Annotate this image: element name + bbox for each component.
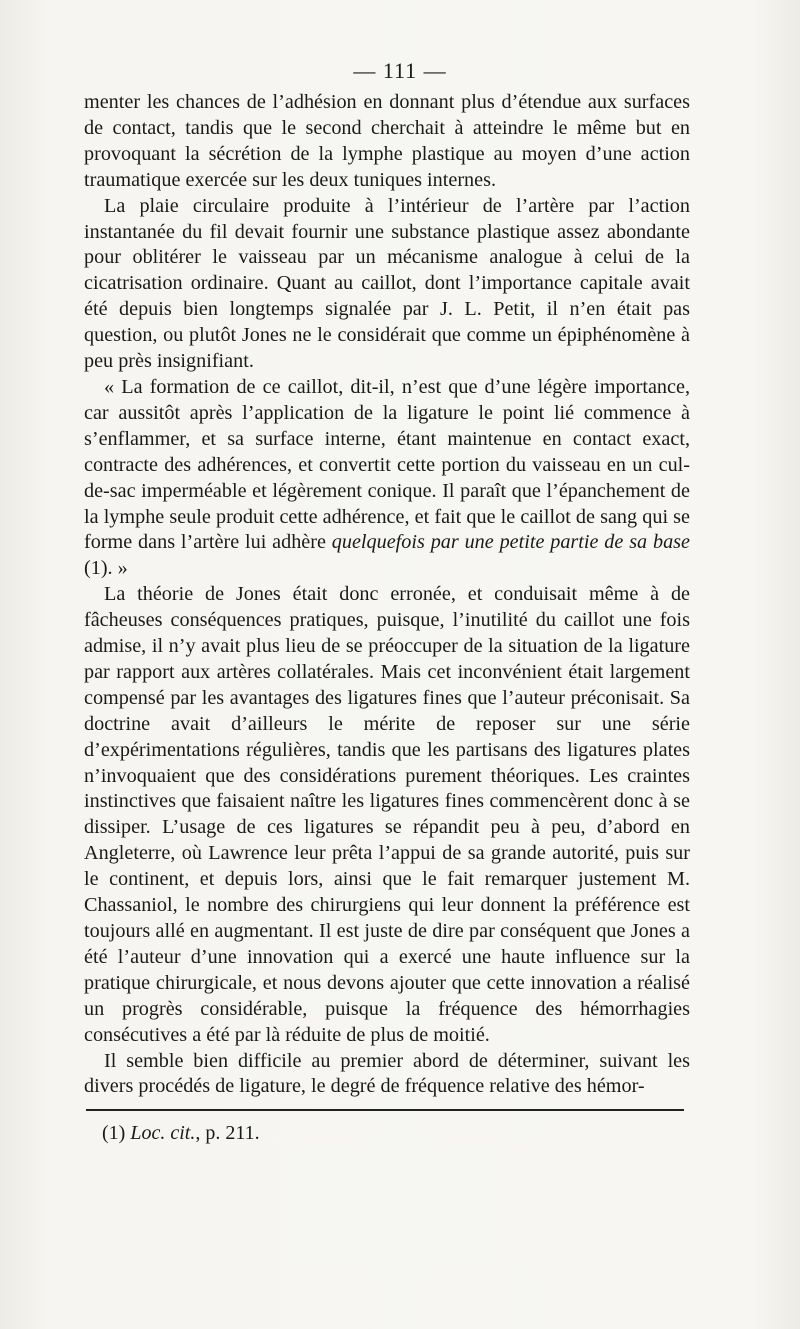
- paragraph: Il semble bien difficile au premier abord de déterminer, suivant les divers procédés de ligature, le degré de fréquence relative des hémor-: [84, 1049, 690, 1098]
- paragraph: La plaie circulaire produite à l’intérieur de l’artère par l’action instantanée du fil devait fournir une substance plastique assez abondante pour oblitérer le vaisseau par un mécanisme analogue à celui de la cicatrisation ordinaire. Quant au caillot, dont l’importance capitale avait été depuis bien longtemps signalée par J. L. Petit, il n’en était pas question, ou plutôt Jones ne le considérait que comme un épiphénomène à peu près insignifiant.: [84, 194, 690, 373]
- footnote-marker: (1): [102, 1122, 126, 1144]
- footnote-divider: [86, 1109, 684, 1111]
- footnote-ref-rest: , p. 211.: [195, 1122, 260, 1144]
- quote-text: « La formation de ce caillot, dit-il, n’est que d’une légère importance, car aussitôt après l’application de la ligature le point lié commence à s’enflammer, et sa surface interne, étant maintenue en contact exact, contracte des adhérences, et convertit cette portion du vaisseau en un cul-de-sac imperméable et légèrement conique. Il paraît que l’épanchement de la lymphe seule produit cette adhérence, et fait que le caillot de sang qui se forme dans l’artère lui adhère: [84, 375, 690, 554]
- body-text: [84, 90, 690, 1100]
- quote-italic: quelquefois par une petite partie de sa base: [331, 531, 690, 554]
- page-number: — 111 —: [353, 58, 447, 83]
- paragraph: La théorie de Jones était donc erronée, et conduisait même à de fâcheuses conséquences pratiques, puisque, l’inutilité du caillot une fois admise, il n’y avait plus lieu de se préoccuper de la situation de la ligature par rapport aux artères collatérales. Mais cet inconvénient était largement compensé par les avantages des ligatures fines que l’auteur préconisait. Sa doctrine avait d’ailleurs le mérite de reposer sur une série d’expérimentations régulières, tandis que les partisans des ligatures plates n’invoquaient que des considérations purement théoriques. Les craintes instinctives que faisaient naître les ligatures fines commencèrent donc à se dissiper. L’usage de ces ligatures se répandit peu à peu, d’abord en Angleterre, où Lawrence leur prêta l’appui de sa grande autorité, puis sur le continent, et depuis lors, ainsi que le fait remarquer justement M. Chassaniol, le nombre des chirurgiens qui leur donnent la préférence est toujours allé en augmentant. Il est juste de dire par conséquent que Jones a été l’auteur d’une innovation qui a exercé une haute influence sur la pratique chirurgicale, et nous devons ajouter que cette innovation a réalisé un progrès considérable, puisque la fréquence des hémorrhagies consécutives a été par là réduite de plus de moitié.: [84, 583, 690, 1046]
- quote-end: (1). »: [84, 557, 128, 580]
- footnote-ref-italic: Loc. cit.: [130, 1122, 196, 1144]
- paragraph: menter les chances de l’adhésion en donnant plus d’étendue aux surfaces de contact, tandis que le second cherchait à atteindre le même but en provoquant la sécrétion de la lymphe plastique au moyen d’une action traumatique exercée sur les deux tuniques internes.: [84, 91, 690, 191]
- footnote: [102, 1122, 260, 1145]
- quote-paragraph: [84, 375, 690, 582]
